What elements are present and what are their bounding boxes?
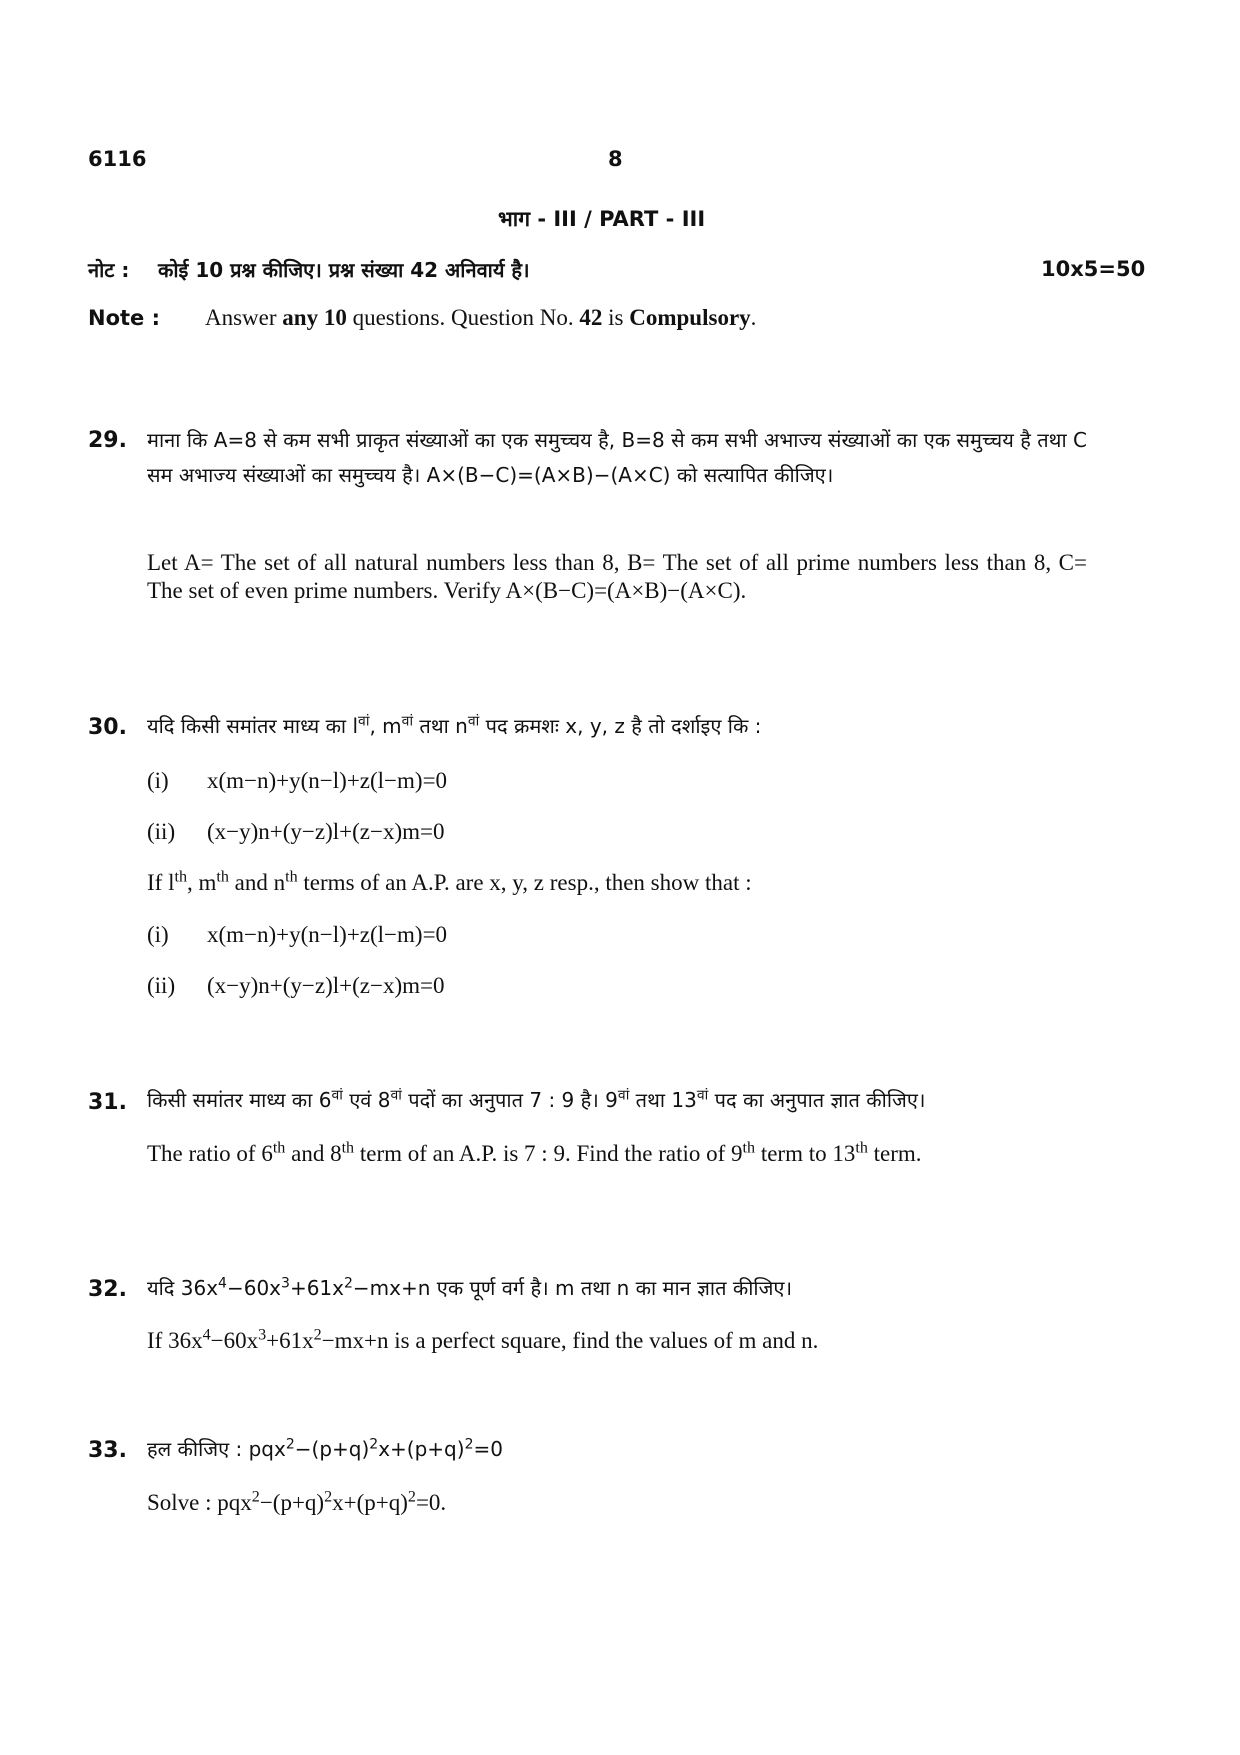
question-number: 31. bbox=[88, 1090, 127, 1115]
equation: (x−y)n+(y−z)l+(z−x)m=0 bbox=[207, 819, 445, 844]
page-number: 8 bbox=[608, 147, 623, 171]
question-number: 32. bbox=[88, 1277, 127, 1302]
marks-total: 10x5=50 bbox=[1041, 257, 1146, 281]
part-label: (i) bbox=[147, 768, 169, 793]
question-number: 29. bbox=[88, 428, 127, 453]
note-english-label: Note : bbox=[88, 306, 160, 330]
paper-code: 6116 bbox=[88, 147, 147, 171]
question-number: 30. bbox=[88, 715, 127, 740]
question-31-hindi: किसी समांतर माध्य का $6^{वां}$ एवं $8^{वां}$ पदों का अनुपात 7 : 9 है। $9^{वां}$ तथा $13^{वां}$ पद का अनुपात ज्ञात कीजिए। bbox=[147, 1087, 926, 1112]
part-label: (ii) bbox=[147, 973, 176, 998]
question-30-hindi: यदि किसी समांतर माध्य का $l^{वां}$, $m^{वां}$ तथा $n^{वां}$ पद क्रमशः x, y, z है तो दर्शाइए कि : bbox=[147, 713, 762, 738]
equation: (x−y)n+(y−z)l+(z−x)m=0 bbox=[207, 973, 445, 998]
note-hindi-label: नोट : bbox=[88, 258, 130, 282]
note-english-text: Answer any 10 questions. Question No. 42 is Compulsory. bbox=[205, 305, 757, 330]
question-32-english: If $36x^4-60x^3+61x^2-mx+n$ is a perfect square, find the values of m and n. bbox=[147, 1326, 819, 1353]
question-32-hindi: यदि $36x^4-60x^3+61x^2-mx+n$ एक पूर्ण वर्ग है। m तथा n का मान ज्ञात कीजिए। bbox=[147, 1275, 793, 1300]
part-label: (i) bbox=[147, 922, 169, 947]
question-33-english: Solve : $pqx^2-(p+q)^2x+(p+q)^2=0$. bbox=[147, 1488, 447, 1515]
question-number: 33. bbox=[88, 1438, 127, 1463]
equation: x(m−n)+y(n−l)+z(l−m)=0 bbox=[207, 922, 448, 947]
note-hindi-text: कोई 10 प्रश्न कीजिए। प्रश्न संख्या 42 अनिवार्य है। bbox=[158, 258, 530, 282]
question-29-hindi: माना कि A=8 से कम सभी प्राकृत संख्याओं का एक समुच्चय है, B=8 से कम सभी अभाज्य संख्याओं का एक समुच्चय है तथा C सम अभाज्य संख्याओं का समुच्चय है। A×(B−C)=(A×B)−(A×C) को सत्यापित कीजिए। bbox=[147, 428, 1087, 487]
part-title: भाग - III / PART - III bbox=[498, 207, 706, 231]
question-30-english: If $l^{th}$, $m^{th}$ and $n^{th}$ terms of an A.P. are x, y, z resp., then show that : bbox=[147, 868, 752, 895]
question-29-english: Let A= The set of all natural numbers less than 8, B= The set of all prime numbers less than 8, C= The set of even prime numbers. Verify A×(B−C)=(A×B)−(A×C). bbox=[147, 550, 1087, 603]
question-31-english: The ratio of 6th and 8th term of an A.P. is 7 : 9. Find the ratio of 9th term to 13th term. bbox=[147, 1139, 922, 1166]
question-33-hindi: हल कीजिए : $pqx^2-(p+q)^2x+(p+q)^2=0$ bbox=[147, 1436, 503, 1461]
equation: x(m−n)+y(n−l)+z(l−m)=0 bbox=[207, 768, 448, 793]
part-label: (ii) bbox=[147, 819, 176, 844]
